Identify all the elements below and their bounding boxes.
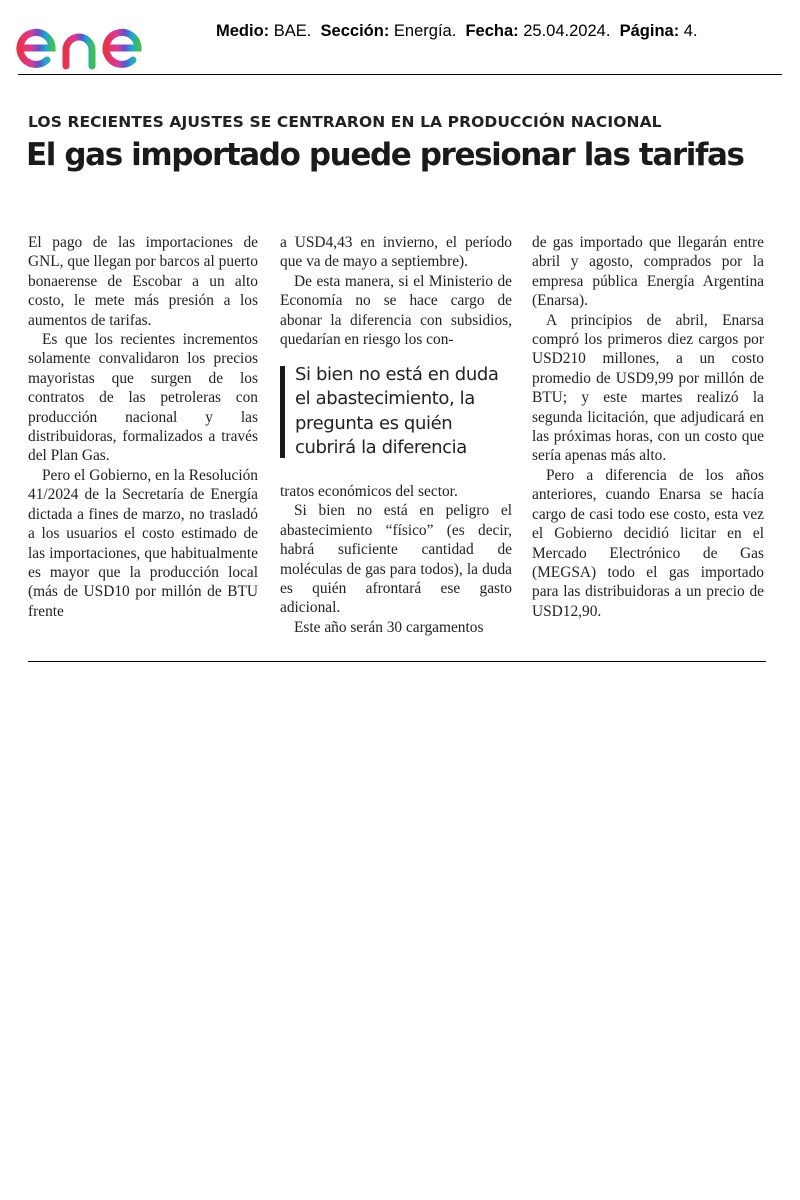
article-title: El gas importado puede presionar las tarifas: [26, 137, 744, 173]
article-column-3: [532, 233, 764, 621]
article-bottom-divider: [28, 661, 766, 662]
paragraph: tratos económicos del sector.: [280, 483, 458, 500]
seccion-value: Energía.: [393, 22, 457, 40]
article-column-2-top: [280, 233, 512, 349]
pull-quote: [280, 363, 512, 463]
article-kicker: LOS RECIENTES AJUSTES SE CENTRARON EN LA PRODUCCIÓN NACIONAL: [28, 113, 662, 131]
paragraph: a USD4,43 en invierno, el período que va de mayo a septiembre).: [280, 234, 512, 271]
enel-logo-graphic: [14, 6, 184, 72]
paragraph: Este año serán 30 cargamentos: [294, 618, 484, 636]
pagina-label: Página:: [619, 22, 680, 40]
article-column-1: [28, 233, 258, 621]
medio-label: Medio:: [216, 22, 270, 40]
paragraph: De esta manera, si el Ministerio de Economía no se hace cargo de abonar la diferencia con subsidios, quedarían en riesgo los con-: [280, 272, 512, 349]
pagina-value: 4.: [683, 22, 698, 40]
paragraph: A principios de abril, Enarsa compró los primeros diez cargos por USD210 millones, a un costo promedio de USD9,99 por millón de BTU; y este martes realizó la segunda licitación, que adjudicará en las próximas horas, con un costo que sería apenas más alto.: [532, 311, 764, 465]
enel-logo: [14, 6, 184, 72]
press-clipping-meta: [216, 22, 698, 41]
pull-quote-bar: [280, 366, 285, 458]
paragraph: El pago de las importaciones de GNL, que llegan por barcos al puerto bonaerense de Escobar a un alto costo, le mete más presión a los aumentos de tarifas.: [28, 234, 258, 329]
fecha-label: Fecha:: [465, 22, 519, 40]
paragraph: Si bien no está en peligro el abastecimiento “físico” (es decir, habrá suficiente cantidad de moléculas de gas para todos), la duda es quién afrontará ese gasto adicional.: [280, 502, 512, 617]
paragraph: de gas importado que llegarán entre abril y agosto, comprados por la empresa pública Energía Argentina (Enarsa).: [532, 234, 764, 310]
seccion-label: Sección:: [320, 22, 390, 40]
paragraph: Pero el Gobierno, en la Resolución 41/2024 de la Secretaría de Energía dictada a fines de marzo, no trasladó a los usuarios el costo estimado de las importaciones, que habitualmente es mayor que la producción local (más de USD10 por millón de BTU frente: [28, 466, 258, 620]
article-column-2-bottom: [280, 482, 512, 637]
fecha-value: 25.04.2024.: [523, 22, 611, 40]
medio-value: BAE.: [273, 22, 312, 40]
header-divider: [18, 74, 782, 75]
pull-quote-text: Si bien no está en duda el abastecimiento, la pregunta es quién cubrirá la diferencia: [295, 364, 499, 459]
paragraph: Es que los recientes incrementos solamente convalidaron los precios mayoristas que surgen de los contratos de las petroleras con producción nacional y las distribuidoras, formalizados a través del Plan Gas.: [28, 331, 258, 465]
paragraph: Pero a diferencia de los años anteriores, cuando Enarsa se hacía cargo de casi todo ese costo, esta vez el Gobierno decidió licitar en el Mercado Electrónico de Gas (MEGSA) todo el gas importado para las distribuidoras a un precio de USD12,90.: [532, 466, 764, 620]
